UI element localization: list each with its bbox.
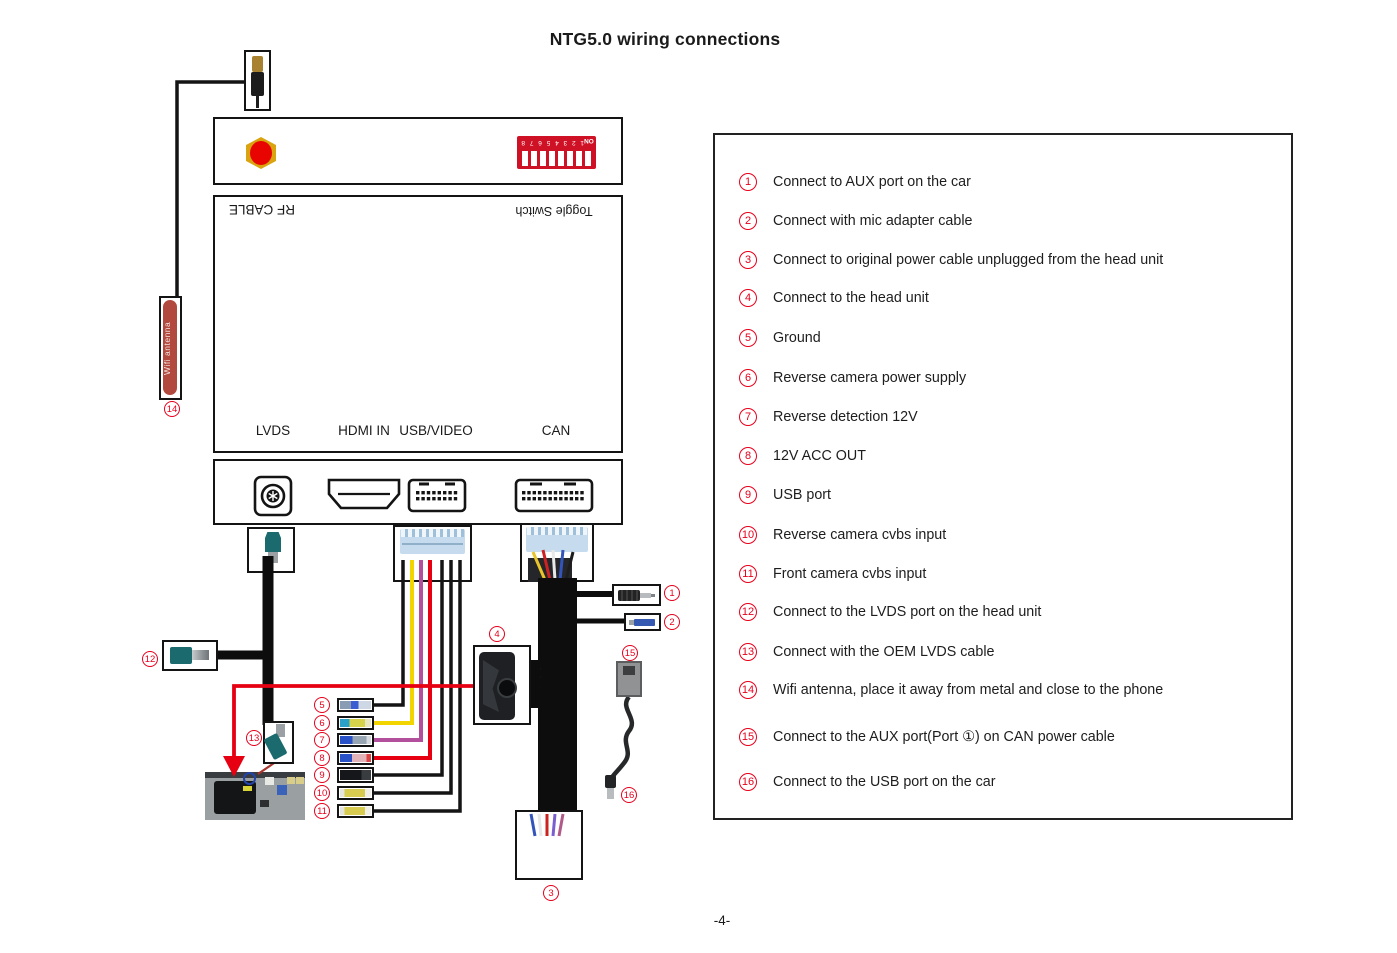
legend-label-13: Connect with the OEM LVDS cable	[773, 644, 995, 660]
wire-acc-out-8	[373, 560, 430, 758]
legend-num-7: 7	[739, 408, 757, 426]
dip-switch-digits: 1 2 3 4 5 6 7 8	[519, 139, 584, 146]
legend-num-4: 4	[739, 289, 757, 307]
can-plug-icon	[526, 527, 588, 552]
legend-num-5: 5	[739, 329, 757, 347]
legend-label-10: Reverse camera cvbs input	[773, 527, 947, 543]
legend-label-1: Connect to AUX port on the car	[773, 174, 971, 190]
hdmi-port-icon	[327, 478, 401, 510]
lvds-port-label: LVDS	[255, 423, 291, 438]
callout-3: 3	[543, 885, 559, 901]
page-number: -4-	[713, 913, 731, 928]
legend-box	[713, 133, 1293, 820]
aux-plug-frame	[612, 584, 661, 606]
can-power-cable	[538, 578, 577, 812]
usb-adapter-cable	[611, 697, 632, 779]
legend-num-10: 10	[739, 526, 757, 544]
callout-4: 4	[489, 626, 505, 642]
dip-switch	[517, 136, 596, 169]
hdmi-port-label: HDMI IN	[338, 423, 390, 438]
legend-label-11: Front camera cvbs input	[773, 566, 927, 582]
legend-num-12: 12	[739, 603, 757, 621]
legend-label-16: Connect to the USB port on the car	[773, 774, 996, 790]
wire-usb-9	[373, 560, 442, 775]
callout-7: 7	[314, 732, 330, 748]
legend-label-9: USB port	[773, 487, 832, 503]
aux-jack-icon	[618, 590, 640, 601]
lvds-plug-icon	[265, 532, 281, 552]
terminal-reverse-12v	[337, 733, 374, 747]
wifi-antenna-label: Wifi antenna	[162, 321, 172, 375]
legend-num-1: 1	[739, 173, 757, 191]
legend-label-12: Connect to the LVDS port on the head unit	[773, 604, 1042, 620]
legend-num-14: 14	[739, 681, 757, 699]
callout-11: 11	[314, 803, 330, 819]
callout-2: 2	[664, 614, 680, 630]
legend-label-6: Reverse camera power supply	[773, 370, 967, 386]
wire-camera-power-6	[373, 560, 412, 723]
terminal-ground	[337, 698, 374, 712]
toggle-switch-label: Toggle Switch	[515, 204, 593, 218]
dip-switch-sliders	[522, 151, 591, 166]
usb-video-plug-icon	[400, 529, 465, 554]
wire-reverse-detect-7	[373, 560, 421, 740]
legend-num-16: 16	[739, 773, 757, 791]
terminal-camera-power	[337, 716, 374, 730]
power-plug-icon	[517, 812, 581, 878]
wifi-rf-connector-frame	[244, 50, 271, 111]
legend-num-11: 11	[739, 565, 757, 583]
page-title: NTG5.0 wiring connections	[549, 29, 781, 49]
wifi-antenna-frame	[159, 296, 182, 400]
callout-16: 16	[621, 787, 637, 803]
usb-port-connector	[337, 767, 374, 783]
sma-connector-icon	[252, 56, 263, 72]
usb-video-port-icon	[407, 476, 467, 513]
legend-label-7: Reverse detection 12V	[773, 409, 918, 425]
legend-label-4: Connect to the head unit	[773, 290, 929, 306]
legend-label-8: 12V ACC OUT	[773, 448, 866, 464]
usb-plug-icon	[605, 775, 616, 800]
legend-label-15: Connect to the AUX port(Port ①) on CAN power cable	[773, 729, 1115, 745]
callout-1: 1	[664, 585, 680, 601]
terminal-front-cvbs	[337, 804, 374, 818]
callout-9: 9	[314, 767, 330, 783]
terminal-acc-out	[337, 751, 374, 765]
wire-reverse-cvbs-10	[373, 560, 451, 793]
legend-num-13: 13	[739, 643, 757, 661]
quadlock-plug-icon	[479, 652, 515, 720]
terminal-reverse-cvbs	[337, 786, 374, 800]
lvds-port-icon	[251, 474, 295, 518]
usb-video-port-label: USB/VIDEO	[399, 423, 473, 438]
oem-lvds-connector-frame	[263, 721, 294, 764]
legend-num-9: 9	[739, 486, 757, 504]
mic-adapter-frame	[624, 613, 661, 631]
head-unit-connector-frame	[473, 645, 531, 725]
unit-main-body	[213, 195, 623, 453]
mic-connector-icon	[634, 619, 655, 626]
legend-label-5: Ground	[773, 330, 821, 346]
legend-label-3: Connect to original power cable unplugged from the head unit	[773, 252, 1164, 268]
lvds-head-unit-connector-frame	[162, 640, 218, 671]
legend-num-3: 3	[739, 251, 757, 269]
callout-10: 10	[314, 785, 330, 801]
lvds-plug-frame	[247, 527, 295, 573]
lvds-socket-highlight-ring	[243, 772, 256, 785]
wire-front-cvbs-11	[373, 560, 460, 811]
legend-label-14: Wifi antenna, place it away from metal and close to the phone	[773, 682, 1164, 698]
dip-switch-on-label: ON	[584, 137, 594, 144]
fakra-connector-12-icon	[170, 647, 192, 664]
legend-num-6: 6	[739, 369, 757, 387]
callout-13: 13	[246, 730, 262, 746]
callout-6: 6	[314, 715, 330, 731]
can-port-label: CAN	[541, 423, 571, 438]
callout-12: 12	[142, 651, 158, 667]
legend-num-15: 15	[739, 728, 757, 746]
can-port-icon	[514, 476, 594, 513]
callout-15: 15	[622, 645, 638, 661]
power-cable-connector-frame	[515, 810, 583, 880]
callout-8: 8	[314, 750, 330, 766]
aux-usb-adapter-icon	[616, 661, 642, 697]
callout-5: 5	[314, 697, 330, 713]
callout-14: 14	[164, 401, 180, 417]
legend-label-2: Connect with mic adapter cable	[773, 213, 973, 229]
legend-num-8: 8	[739, 447, 757, 465]
legend-num-2: 2	[739, 212, 757, 230]
rf-cable-label: RF CABLE	[228, 202, 296, 217]
